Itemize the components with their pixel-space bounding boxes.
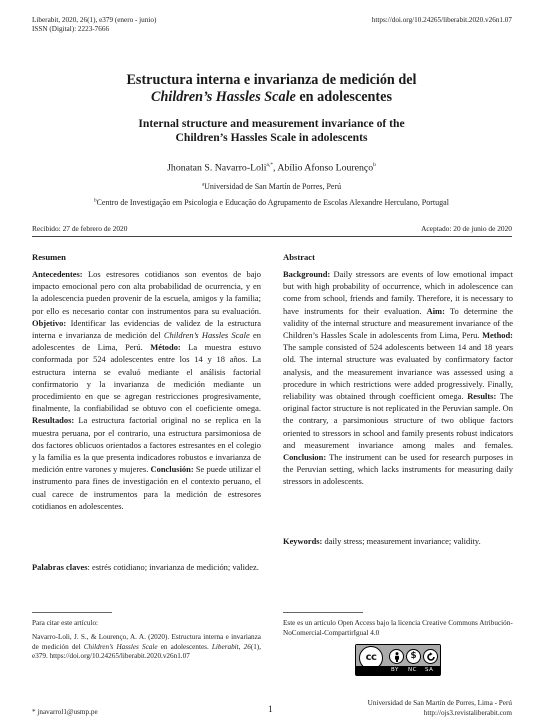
conclusion-text: Se puede utilizar el instrumento para fines de investigación en el contexto peruano, el cual carece de instrumentos para la medición de estresores cotidianos en adolescentes. [32,464,261,511]
affiliation-b [20,198,523,207]
authors [40,162,503,173]
license-text: Este es un artículo Open Access bajo la licencia Creative Commons Atribución-NoComercial-CompartirIgual 4.0 [283,619,513,637]
citation-italic-title: Children’s Hassles Scale [83,642,158,651]
resultados-label: Resultados: [32,415,75,426]
abstract-heading: Abstract [283,252,315,262]
palabras-claves-text: : estrés cotidiano; invarianza de medición; validez. [87,562,259,572]
accepted-date: Aceptado: 20 de junio de 2020 [421,224,512,233]
metodo-text: La muestra estuvo conformada por 524 adolescentes entre los 14 y 18 años. La estructura interna se evaluó mediante el análisis factorial confirmatorio y la invarianza de medición mediante un procedimiento en que se agregan restricciones progresivamente, finalmente, la confiabilidad se obtuvo con el coeficiente omega. [32,342,261,414]
english-title-line-1: Internal structure and measurement invariance of the [138,117,405,130]
affiliation-b-text: Centro de Investigação em Psicologia e Educação do Agrupamento de Escolas Alexandre Herculano, Portugal [96,198,449,207]
article-title [40,72,503,106]
palabras-claves [32,561,261,573]
keywords-text: daily stress; measurement invariance; validity. [322,536,481,546]
received-date: Recibido: 27 de febrero de 2020 [32,224,128,233]
author-separator: , [273,162,278,174]
affiliation-a [20,182,523,191]
citation-text-mid: en adolescentes. [157,642,212,651]
cc-badge-labels [356,666,440,675]
author-1: Jhonatan S. Navarro-Loli [167,162,267,174]
affiliation-b-sup: b [94,198,97,204]
publisher-university: Universidad de San Martín de Porres, Lima - Perú [367,699,512,707]
conclusion-label: Conclusión: [150,464,194,475]
running-header [32,16,156,34]
background-text: Daily stressors are events of low emotional impact but with high probability of occurrence, which in adolescence can come from school, friends and family. Therefore, it is necessary to have instruments for their evaluation. [283,269,513,316]
keywords [283,535,513,547]
title-italic: Children’s Hassles Scale [151,89,296,105]
palabras-claves-label: Palabras claves [32,562,88,572]
affiliation-a-text: Universidad de San Martín de Porres, Perú [204,182,342,191]
aim-text: To determine the validity of the internal structure and measurement invariance of the Children’s Hassles Scale in adolescents from Lima, Peru. [283,305,514,341]
conclusion-en-text: The instrument can be used for research purposes in the Peruvian setting, which lacks instruments for measuring daily stressors in adolescents. [283,452,513,487]
cc-icon: cc [359,646,383,670]
antecedentes-label: Antecedentes: [32,269,83,279]
footnote-rule-right [283,612,363,613]
method-text: The sample consisted of 524 adolescents between 14 and 18 years old. The internal structure was evaluated by confirmatory factor analysis, and the measurement invariance was assessed using a procedure in which restrictions were added progressively. Finally, reliability was obtained through coefficient omega. [283,342,513,402]
results-text: The original factor structure is not replicated in the Peruvian sample. On the contrary, a parsimonious structure of two oblique factors oriented to stressors in school and family presents robust indicators and measurement invariance among males and females. [283,391,513,450]
results-label: Results: [467,391,497,402]
attribution-person-icon [389,649,404,664]
cc-license-badge[interactable] [355,644,441,676]
affiliation-a-sup: a [201,182,205,188]
keywords-label: Keywords: [283,536,323,546]
title-line-1: Estructura interna e invarianza de medición del [126,72,417,88]
conclusion-en-label: Conclusion: [283,452,327,463]
by-label: BY [391,667,399,673]
page-number: 1 [268,705,273,715]
objetivo-text: Identificar las evidencias de validez de la estructura interna e invarianza de medición del [32,317,261,341]
journal-citation: Liberabit, 2020, 26(1), e379 (enero - junio) [32,16,157,24]
antecedentes-text: Los estresores cotidianos son eventos de bajo impacto emocional pero con alta probabilidad de ocurrencia, y en la adolescencia pueden provenir de la escuela, amigos y la familia; por ello es necesario contar con instrumentos para su evaluación. [32,269,261,316]
citation-italic-journal: Liberabit, 26 [211,642,251,651]
footnote-rule-left [32,612,112,613]
citation [32,633,261,662]
author-2: Abílio Afonso Lourenço [277,162,374,174]
doi-link[interactable]: https://doi.org/10.24265/liberabit.2020.v26n1.07 [371,16,512,24]
objetivo-label: Objetivo: [32,317,67,328]
aim-label: Aim: [426,305,445,316]
title-rest: en adolescentes [295,89,392,105]
objetivo-text-end: en adolescentes de Lima, Perú. [32,330,261,353]
publisher-info [368,699,512,718]
method-label: Method: [482,330,513,341]
english-title-line-2: Children’s Hassles Scale in adolescents [175,131,368,144]
resultados-text: La estructura factorial original no se replica en la muestra peruana, por el contrario, una estructura parsimoniosa de dos factores oblicuos orientados a factores estresantes en el colegio y la familia es la que presenta indicadores robustos e invarianza de medición entre varones y mujeres. [32,415,261,475]
sharealike-icon [423,649,438,664]
issn: ISSN (Digital): 2223-7666 [32,25,110,33]
objetivo-italic: Children’s Hassles Scale [163,330,250,341]
noncommercial-icon: $ [406,649,421,664]
cite-label: Para citar este artículo: [32,619,99,627]
journal-url[interactable]: http://ojs3.revistaliberabit.com [423,708,512,717]
sa-label: SA [425,667,434,673]
header-divider [32,236,512,237]
english-title [40,117,503,145]
citation-text: Navarro-Loli, J. S., & Lourenço, A. A. (2020). Estructura interna e invarianza de medición del [32,633,261,651]
nc-label: NC [408,667,417,673]
resumen-body [32,268,261,512]
resumen-heading: Resumen [32,252,66,262]
corresponding-email[interactable]: * jnavarrol1@usmp.pe [32,708,98,716]
citation-text-end: (1), e379. https://doi.org/10.24265/liberabit.2020.v26n1.07 [32,642,261,660]
background-label: Background: [283,269,331,279]
abstract-body [283,268,513,488]
title-line-2 [40,89,503,106]
author-1-sup: a,* [266,162,273,168]
metodo-label: Método: [150,342,181,353]
author-2-sup: b [373,162,376,168]
